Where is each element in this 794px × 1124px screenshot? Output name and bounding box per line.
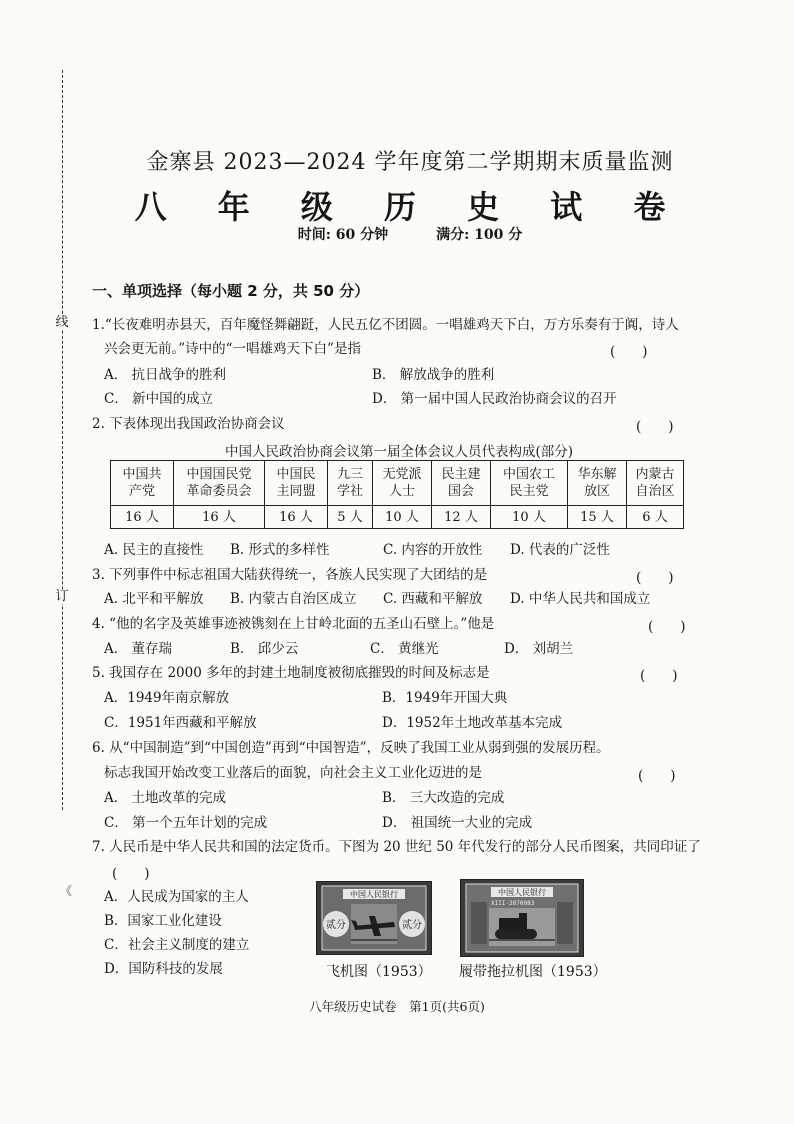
table-cell: 12 人 <box>432 506 491 529</box>
q2-option-a[interactable]: A. 民主的直接性 <box>104 542 204 558</box>
cell-line: 内蒙古 <box>635 467 675 482</box>
table-header-cell <box>111 461 174 506</box>
binding-dashed-line <box>62 70 63 810</box>
cell-line: 民主建 <box>441 467 481 482</box>
q1-stem-line2: 兴会更无前。”诗中的“一唱雄鸡天下白”是指 <box>104 341 361 357</box>
page-footer: 八年级历史试卷 第1页(共6页) <box>309 999 485 1014</box>
table-cell: 10 人 <box>491 506 568 529</box>
note1-header-text: 中国人民银行 <box>350 890 398 899</box>
q2-option-d[interactable]: D. 代表的广泛性 <box>510 542 610 558</box>
q5-answer-bracket[interactable]: ( ) <box>640 668 678 684</box>
cell-line: 产党 <box>128 484 155 499</box>
delegates-table <box>110 460 684 529</box>
note2-header-text: 中国人民银行 <box>498 888 546 897</box>
exam-time: 时间: 60 分钟 <box>297 227 389 243</box>
q6-answer-bracket[interactable]: ( ) <box>638 768 676 784</box>
q7-option-b[interactable]: B．国家工业化建设 <box>104 913 222 929</box>
q1-stem-line1: 1.“长夜难明赤县天，百年魔怪舞翩跹，人民五亿不团圆。一唱雄鸡天下白，万方乐奏有于阗，诗人 <box>92 317 679 333</box>
table-header-row <box>111 461 684 506</box>
table-header-cell <box>432 461 491 506</box>
q2-table-caption: 中国人民政治协商会议第一届全体会议人员代表构成(部分) <box>224 444 574 460</box>
cell-line: 自治区 <box>635 484 675 499</box>
cell-line: 人士 <box>388 484 415 499</box>
q5-option-c[interactable]: C．1951年西藏和平解放 <box>104 715 257 731</box>
exam-header-title: 金寨县 2023—2024 学年度第二学期期末质量监测 <box>146 150 674 175</box>
binding-mark-ding: 订 <box>55 589 69 604</box>
q7-option-d[interactable]: D．国防科技的发展 <box>104 961 223 977</box>
cell-line: 中国国民党 <box>186 467 252 482</box>
q4-option-b[interactable]: B． 邱少云 <box>230 641 299 657</box>
q3-option-b[interactable]: B. 内蒙古自治区成立 <box>230 591 357 607</box>
q2-answer-bracket[interactable]: ( ) <box>636 419 674 435</box>
q5-stem: 5. 我国存在 2000 多年的封建土地制度被彻底摧毁的时间及标志是 <box>92 665 490 681</box>
table-header-cell <box>265 461 328 506</box>
q2-option-b[interactable]: B. 形式的多样性 <box>230 542 330 558</box>
section-heading: 一、单项选择（每小题 2 分，共 50 分） <box>92 282 370 300</box>
table-cell: 6 人 <box>627 506 684 529</box>
q1-option-a[interactable]: A． 抗日战争的胜利 <box>104 367 227 383</box>
binding-mark-xian: 线 <box>55 315 69 330</box>
q5-option-d[interactable]: D．1952年土地改革基本完成 <box>382 715 563 731</box>
cell-line: 中国农工 <box>502 467 555 482</box>
airplane-banknote-illustration <box>317 882 431 954</box>
table-header-cell <box>174 461 265 506</box>
cell-line: 无党派 <box>382 467 422 482</box>
q2-option-c[interactable]: C. 内容的开放性 <box>383 542 483 558</box>
tractor-banknote-illustration <box>461 880 583 956</box>
exam-info <box>100 224 720 244</box>
q4-answer-bracket[interactable]: ( ) <box>648 619 686 635</box>
q3-option-a[interactable]: A. 北平和平解放 <box>104 591 204 607</box>
q6-option-a[interactable]: A． 土地改革的完成 <box>104 790 227 806</box>
cell-line: 放区 <box>583 484 610 499</box>
q7-answer-bracket[interactable]: ( ) <box>112 866 150 882</box>
note1-right-value: 贰分 <box>402 920 422 931</box>
note2-serial: XIII·2870083 <box>491 900 535 907</box>
table-cell: 15 人 <box>568 506 627 529</box>
table-cell: 16 人 <box>174 506 265 529</box>
binding-mark-bottom: 《 <box>60 884 73 898</box>
cell-line: 革命委员会 <box>186 484 252 499</box>
q4-stem: 4. “他的名字及英雄事迹被镌刻在上甘岭北面的五圣山石壁上。”他是 <box>92 616 495 632</box>
cell-line: 主同盟 <box>276 484 316 499</box>
q4-option-d[interactable]: D． 刘胡兰 <box>504 641 574 657</box>
cell-line: 国会 <box>447 484 474 499</box>
q3-stem: 3. 下列事件中标志祖国大陆获得统一，各族人民实现了大团结的是 <box>92 567 488 583</box>
q5-option-b[interactable]: B．1949年开国大典 <box>382 690 508 706</box>
q4-option-c[interactable]: C． 黄继光 <box>370 641 439 657</box>
q1-option-d[interactable]: D． 第一届中国人民政治协商会议的召开 <box>372 391 617 407</box>
table-header-cell <box>328 461 373 506</box>
cell-line: 中国共 <box>122 467 162 482</box>
q1-option-c[interactable]: C． 新中国的成立 <box>104 391 214 407</box>
exam-score: 满分: 100 分 <box>436 227 523 243</box>
table-cell: 10 人 <box>373 506 432 529</box>
q7-option-a[interactable]: A．人民成为国家的主人 <box>104 889 249 905</box>
q2-stem: 2. 下表体现出我国政治协商会议 <box>92 416 285 432</box>
cell-line: 民主党 <box>509 484 549 499</box>
q7-option-c[interactable]: C．社会主义制度的建立 <box>104 937 250 953</box>
q3-option-c[interactable]: C. 西藏和平解放 <box>383 591 483 607</box>
cell-line: 学社 <box>336 484 363 499</box>
banknote-tractor-image <box>460 879 584 957</box>
q4-option-a[interactable]: A． 董存瑞 <box>104 641 173 657</box>
table-cell: 16 人 <box>111 506 174 529</box>
cell-line: 中国民 <box>276 467 316 482</box>
q5-option-a[interactable]: A．1949年南京解放 <box>104 690 230 706</box>
cell-line: 九三 <box>336 467 363 482</box>
q3-option-d[interactable]: D. 中华人民共和国成立 <box>510 591 651 607</box>
table-header-cell <box>491 461 568 506</box>
q3-answer-bracket[interactable]: ( ) <box>636 570 674 586</box>
table-row <box>111 506 684 529</box>
table-cell: 5 人 <box>328 506 373 529</box>
note1-left-value: 贰分 <box>326 920 346 931</box>
banknote-airplane-image <box>316 881 432 955</box>
q6-stem-line2: 标志我国开始改变工业落后的面貌，向社会主义工业化迈进的是 <box>104 765 482 781</box>
q6-stem-line1: 6. 从“中国制造”到“中国创造”再到“中国智造”，反映了我国工业从弱到强的发展历程。 <box>92 740 610 756</box>
q6-option-c[interactable]: C． 第一个五年计划的完成 <box>104 815 268 831</box>
cell-line: 华东解 <box>577 467 617 482</box>
table-cell: 16 人 <box>265 506 328 529</box>
q1-option-b[interactable]: B． 解放战争的胜利 <box>372 367 495 383</box>
table-header-cell <box>373 461 432 506</box>
q1-answer-bracket[interactable]: ( ) <box>610 344 648 360</box>
table-header-cell <box>627 461 684 506</box>
table-header-cell <box>568 461 627 506</box>
tractor-icon <box>499 918 521 930</box>
q6-option-b[interactable]: B． 三大改造的完成 <box>382 790 505 806</box>
banknote-tractor-caption: 履带拖拉机图（1953） <box>459 964 607 980</box>
q6-option-d[interactable]: D． 祖国统一大业的完成 <box>382 815 533 831</box>
exam-main-title: 八 年 级 历 史 试 卷 <box>134 188 686 226</box>
q7-stem-line1: 7. 人民币是中华人民共和国的法定货币。下图为 20 世纪 50 年代发行的部分人民币图案，共同印证了 <box>92 839 701 855</box>
banknote-airplane-caption: 飞机图（1953） <box>326 964 432 980</box>
